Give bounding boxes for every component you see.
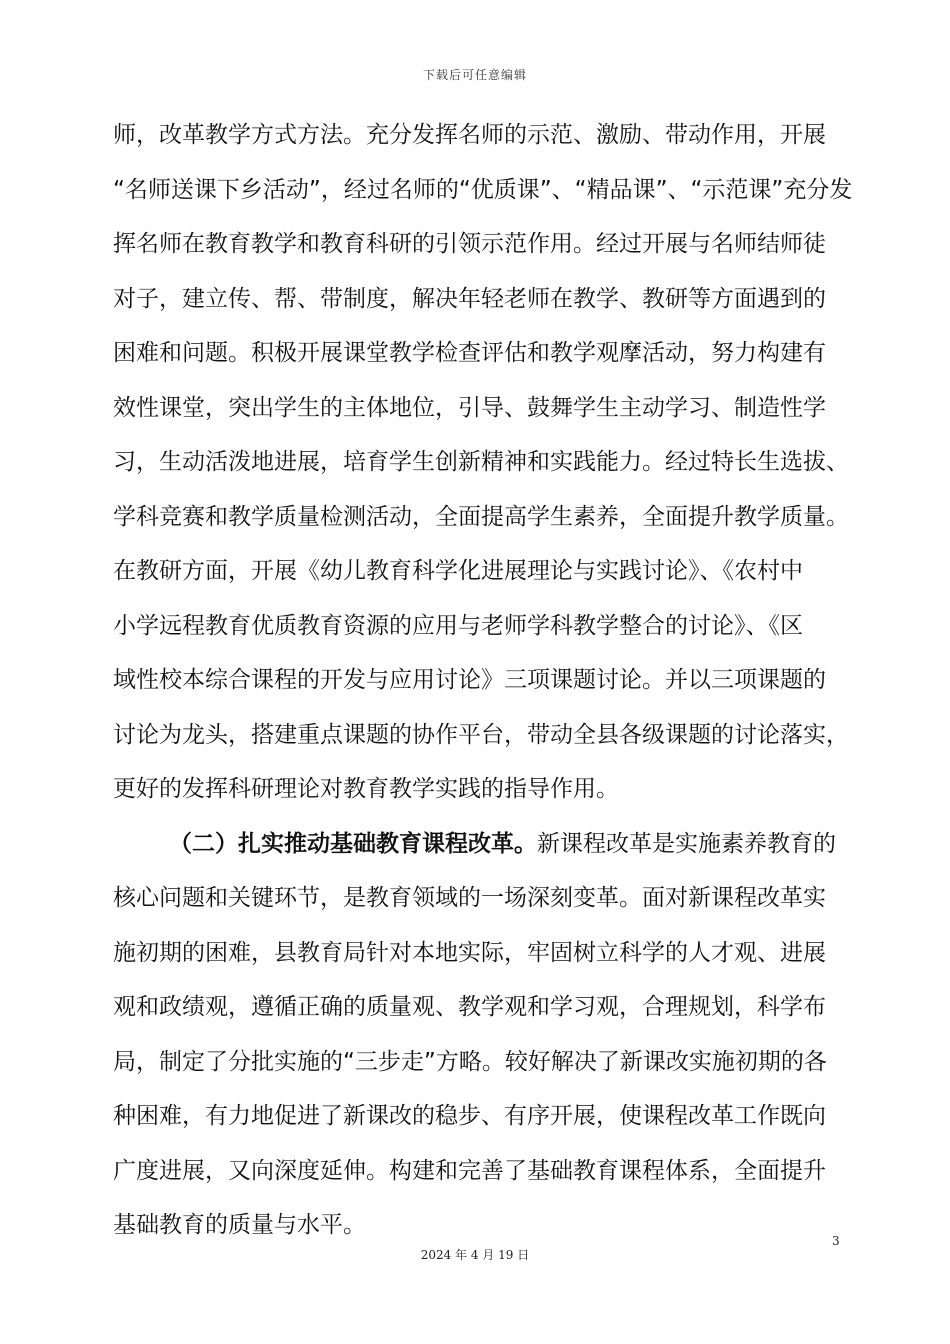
- text-line: 观和政绩观，遵循正确的质量观、教学观和学习观，合理规划，科学布: [113, 994, 826, 1020]
- text-line: 讨论为龙头，搭建重点课题的协作平台，带动全县各级课题的讨论落实，: [113, 721, 849, 748]
- text-line: 局，制定了分批实施的“三步走”方略。较好解决了新课改实施初期的各: [113, 1048, 827, 1075]
- text-line: 域性校本综合课程的开发与应用讨论》三项课题讨论。并以三项课题的: [113, 667, 826, 693]
- page-number: 3: [832, 1234, 840, 1248]
- text-line: 困难和问题。积极开展课堂教学检查评估和教学观摩活动，努力构建有: [113, 340, 826, 366]
- text-line: 基础教育的质量与水平。: [113, 1212, 366, 1238]
- text-line: “名师送课下乡活动”，经过名师的“优质课”、“精品课”、“示范课”充分发: [113, 176, 853, 203]
- page-footer-date: 2024 年 4 月 19 日: [420, 1248, 530, 1262]
- text-line: 挥名师在教育教学和教育科研的引领示范作用。经过开展与名师结师徒: [113, 231, 826, 257]
- section-2-heading: （二）扎实推动基础教育课程改革。: [169, 830, 537, 857]
- text-line: 师，改革教学方式方法。充分发挥名师的示范、激励、带动作用，开展: [113, 122, 826, 148]
- text-line: 学科竞赛和教学质量检测活动，全面提高学生素养，全面提升教学质量。: [113, 503, 849, 530]
- text-line: 习，生动活泼地进展，培育学生创新精神和实践能力。经过特长生选拔、: [113, 449, 849, 475]
- section-2-first-line: [113, 817, 839, 872]
- body-text: [113, 108, 853, 1253]
- text-line: 在教研方面，开展《幼儿教育科学化进展理论与实践讨论》、《农村中: [113, 558, 803, 584]
- section-2-intro-text: 新课程改革是实施素养教育的: [537, 830, 836, 857]
- text-line: 种困难，有力地促进了新课改的稳步、有序开展，使课程改革工作既向: [113, 1103, 826, 1129]
- text-line: 更好的发挥科研理论对教育教学实践的指导作用。: [113, 776, 619, 802]
- text-line: 广度进展，又向深度延伸。构建和完善了基础教育课程体系，全面提升: [113, 1157, 826, 1184]
- text-line: 效性课堂，突出学生的主体地位，引导、鼓舞学生主动学习、制造性学: [113, 394, 826, 421]
- text-line: 核心问题和关键环节，是教育领域的一场深刻变革。面对新课程改革实: [113, 885, 826, 911]
- page-header: 下载后可任意编辑: [422, 68, 527, 82]
- text-line: 施初期的困难，县教育局针对本地实际，牢固树立科学的人才观、进展: [113, 939, 826, 966]
- text-line: 小学远程教育优质教育资源的应用与老师学科教学整合的讨论》、《区: [113, 612, 803, 639]
- text-line: 对子，建立传、帮、带制度，解决年轻老师在教学、教研等方面遇到的: [113, 285, 826, 312]
